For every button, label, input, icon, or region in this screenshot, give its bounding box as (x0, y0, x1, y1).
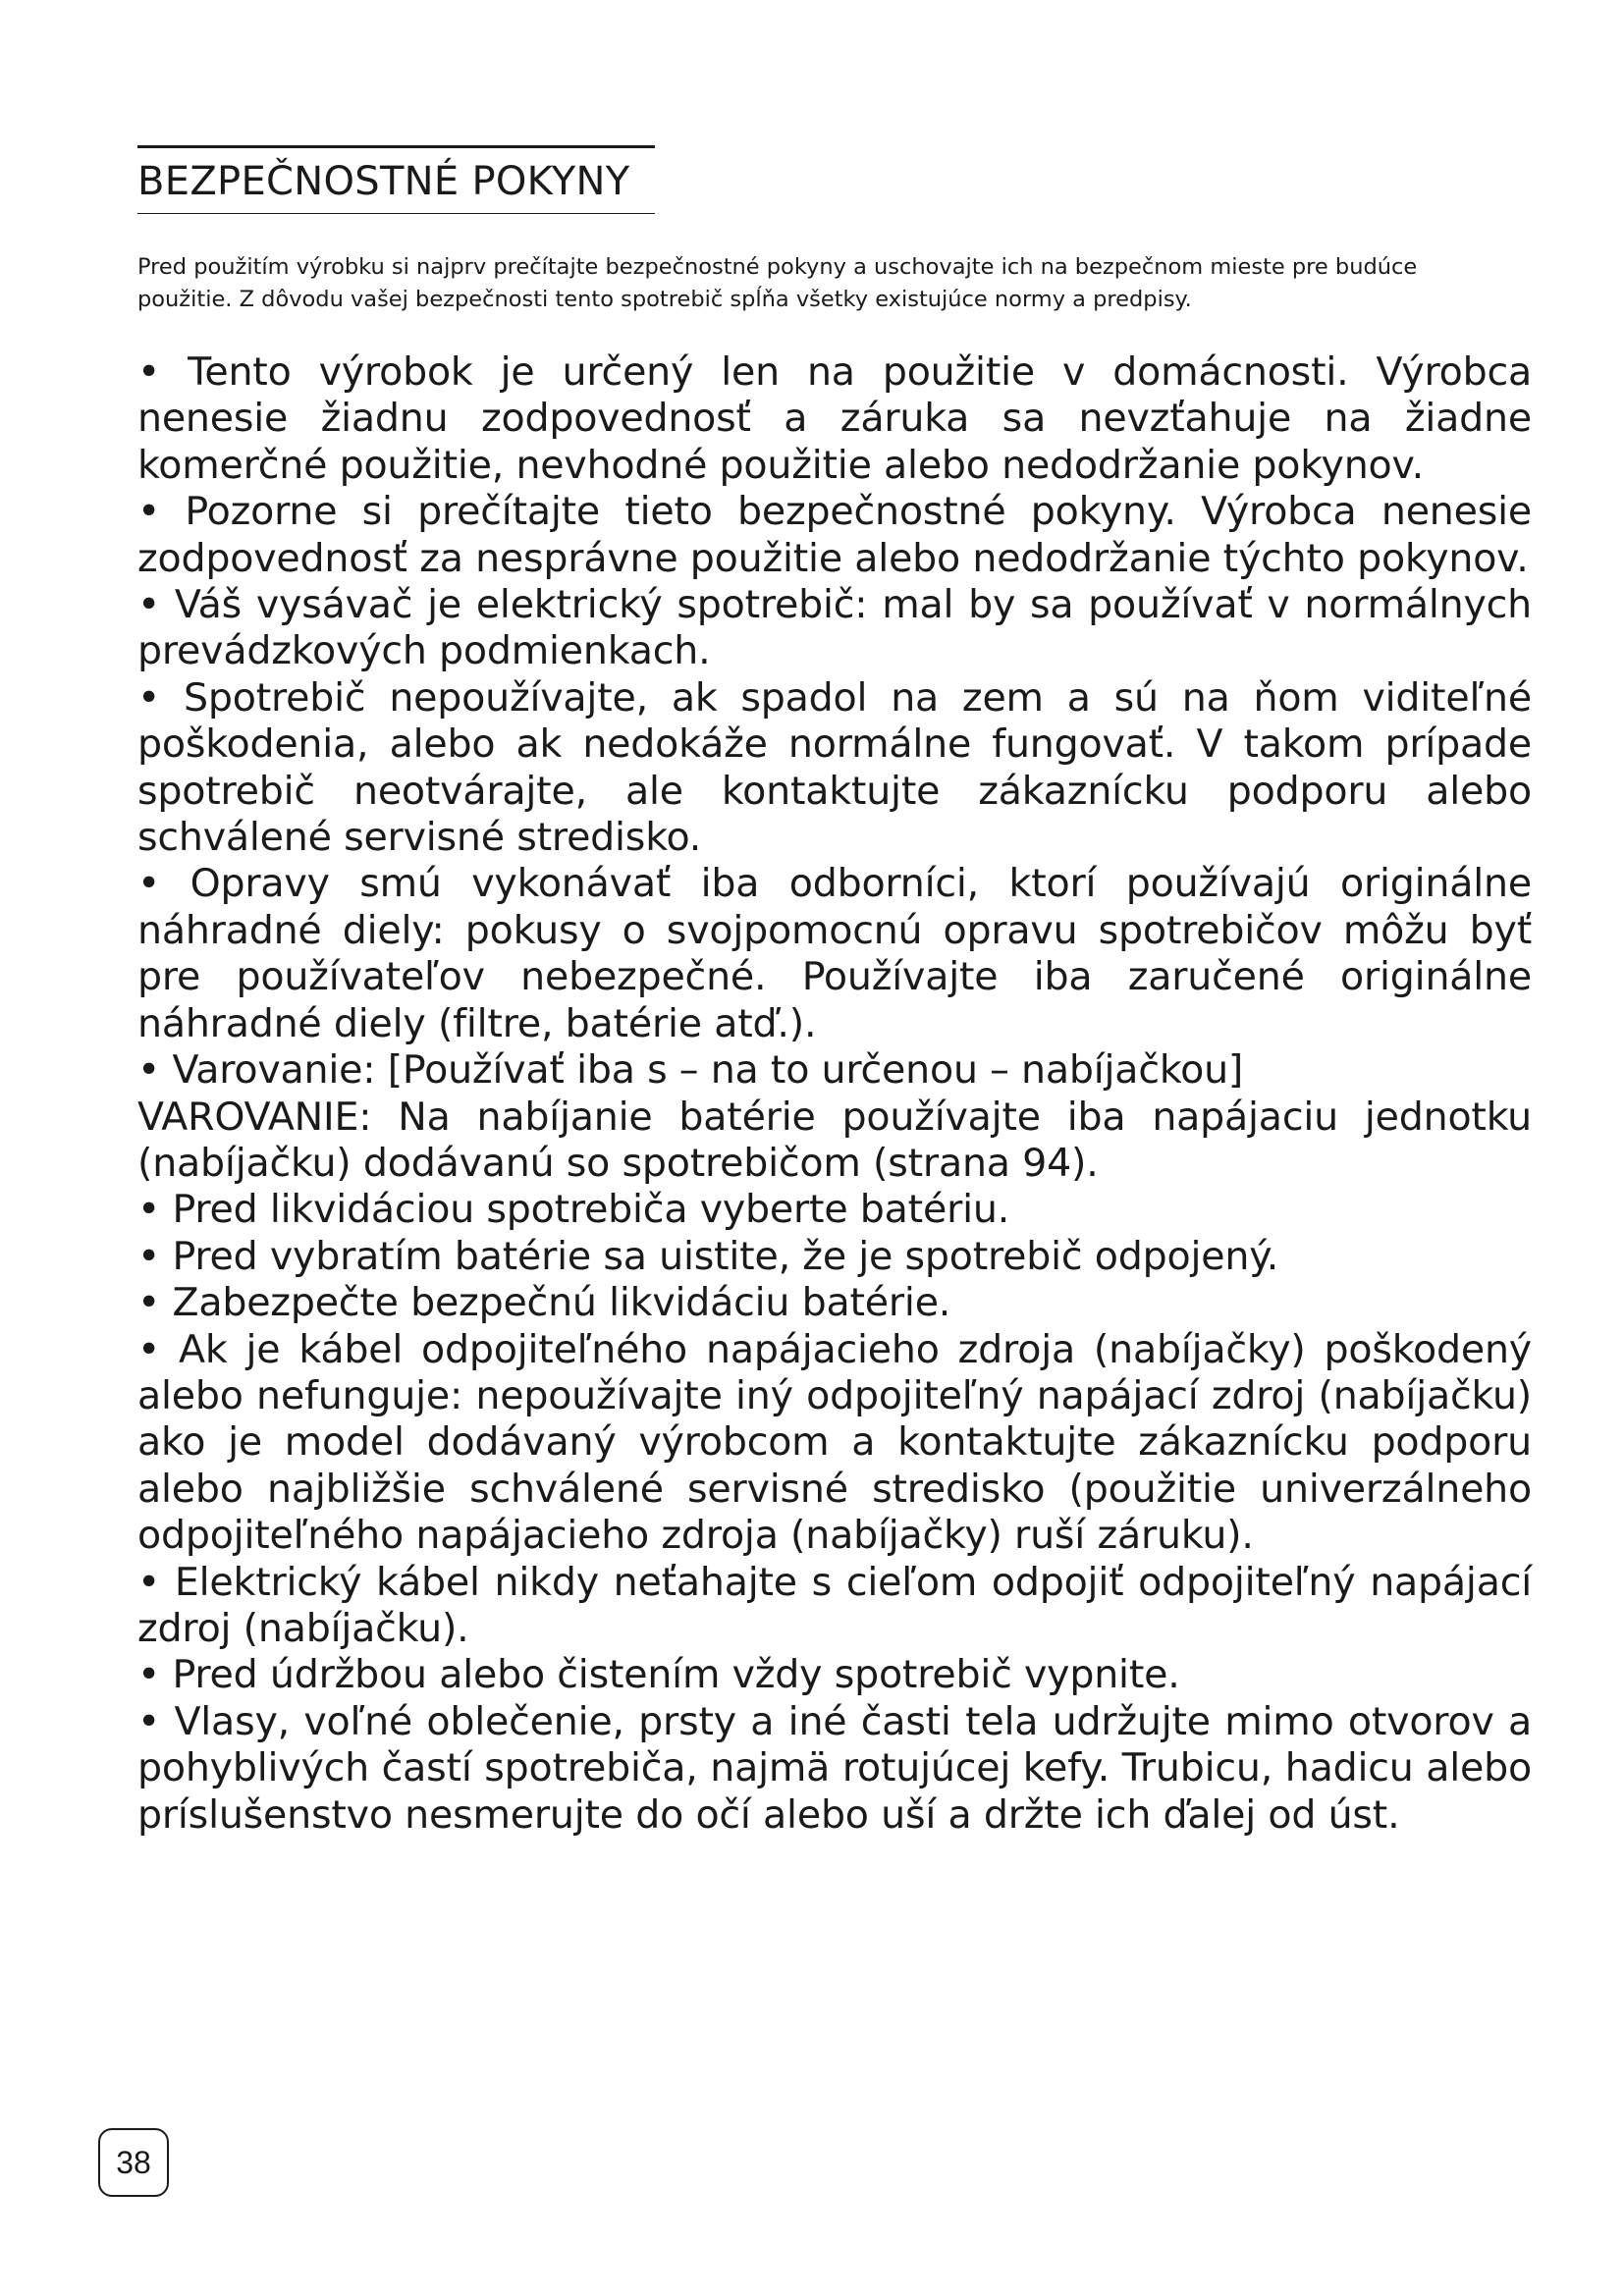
list-item: • Ak je kábel odpojiteľného napájacieho zdroja (nabíjačky) poškodený alebo nefunguje: nepoužívajte iný odpojiteľný napájací zdroj (nabíjačku) ako je model dodávaný výrobcom a kontaktujte zákaznícku podporu alebo najbližšie schválené servisné stredisko (použitie univerzálneho odpojiteľného napájacieho zdroja (nabíjačky) ruší záruku). (137, 1326, 1532, 1559)
list-item: • Elektrický kábel nikdy neťahajte s cieľom odpojiť odpojiteľný napájací zdroj (nabíjačku). (137, 1559, 1532, 1651)
list-item: • Pred vybratím batérie sa uistite, že je spotrebič odpojený. (137, 1233, 1279, 1279)
list-item: • Opravy smú vykonávať iba odborníci, ktorí používajú originálne náhradné diely: pokusy o svojpomocnú opravu spotrebičov môžu byť pre používateľov nebezpečné. Používajte iba zaručené originálne náhradné diely (filtre, batérie atď.). (137, 861, 1532, 1046)
intro-paragraph: Pred použitím výrobku si najprv prečítajte bezpečnostné pokyny a uschovajte ich na bezpečnom mieste pre budúce použitie. Z dôvodu vašej bezpečnosti tento spotrebič spĺňa všetky existujúce normy a predpisy. (137, 254, 1418, 312)
list-item: • Spotrebič nepoužívajte, ak spadol na zem a sú na ňom viditeľné poškodenia, alebo ak nedokáže normálne fungovať. V takom prípade spotrebič neotvárajte, ale kontaktujte zákaznícku podporu alebo schválené servisné stredisko. (137, 674, 1532, 861)
section-header (137, 145, 655, 214)
safety-instructions-list (137, 349, 1532, 1839)
list-item: • Váš vysávač je elektrický spotrebič: mal by sa používať v normálnych prevádzkových podmienkach. (137, 582, 1532, 674)
list-item: • Vlasy, voľné oblečenie, prsty a iné časti tela udržujte mimo otvorov a pohyblivých častí spotrebiča, najmä rotujúcej kefy. Trubicu, hadicu alebo príslušenstvo nesmerujte do očí alebo uší a držte ich ďalej od úst. (137, 1698, 1532, 1838)
list-item: • Pred údržbou alebo čistením vždy spotrebič vypnite. (137, 1652, 1180, 1698)
page-number: 38 (98, 2128, 169, 2197)
page-title: BEZPEČNOSTNÉ POKYNY (137, 159, 630, 204)
list-item: VAROVANIE: Na nabíjanie batérie používajte iba napájaciu jednotku (nabíjačku) dodávanú so spotrebičom (strana 94). (137, 1094, 1532, 1186)
list-item: • Tento výrobok je určený len na použitie v domácnosti. Výrobca nenesie žiadnu zodpovednosť a záruka sa nevzťahuje na žiadne komerčné použitie, nevhodné použitie alebo nedodržanie pokynov. (137, 349, 1532, 488)
list-item: • Pred likvidáciou spotrebiča vyberte batériu. (137, 1187, 1010, 1233)
list-item: • Pozorne si prečítajte tieto bezpečnostné pokyny. Výrobca nenesie zodpovednosť za nesprávne použitie alebo nedodržanie týchto pokynov. (137, 489, 1532, 581)
list-item: • Varovanie: [Používať iba s – na to určenou – nabíjačkou] (137, 1047, 1244, 1094)
list-item: • Zabezpečte bezpečnú likvidáciu batérie. (137, 1280, 951, 1326)
